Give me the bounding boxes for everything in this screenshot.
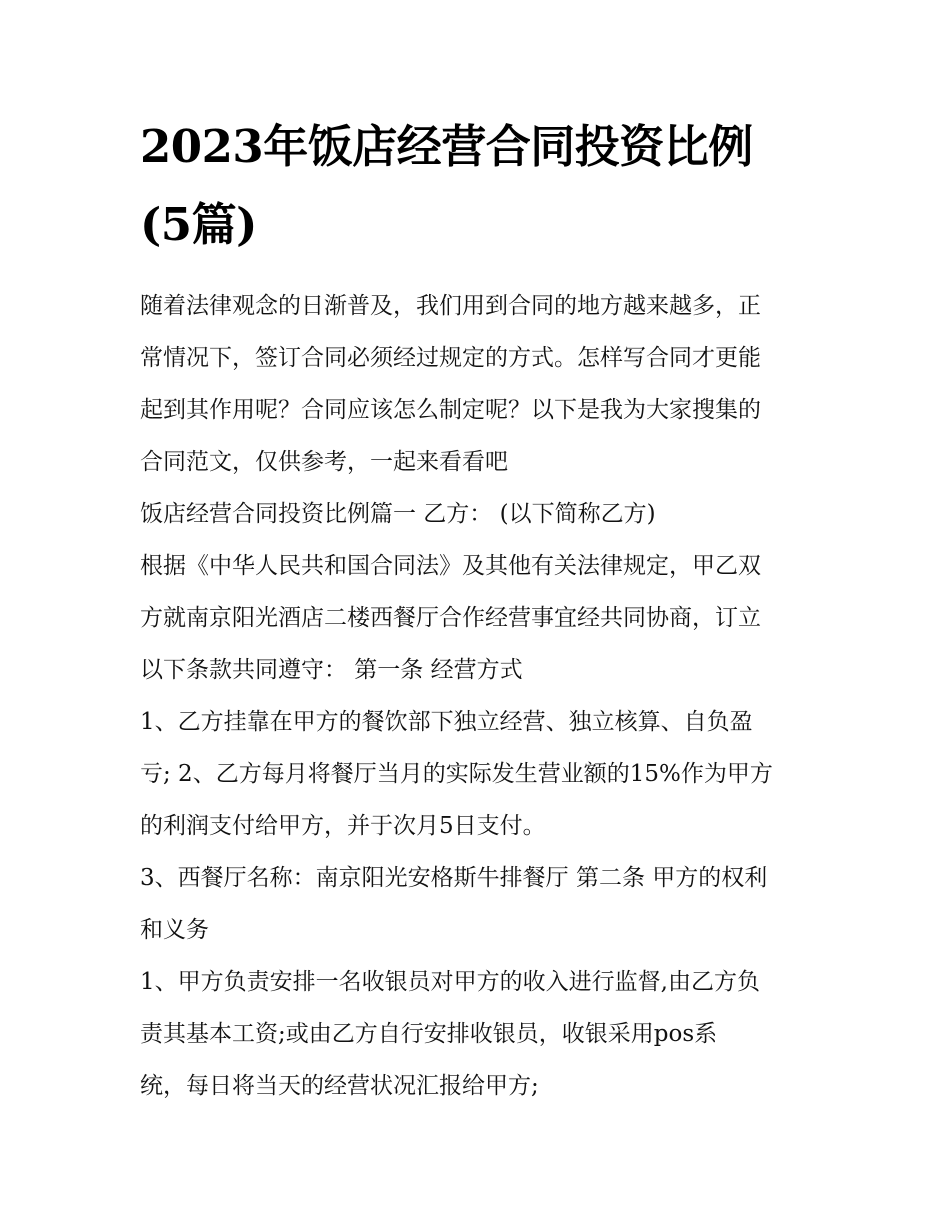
- document-content: [140, 108, 815, 1112]
- clause-paragraph: 1、甲方负责安排一名收银员对甲方的收入进行监督,由乙方负 责其基本工资;或由乙方自行安排收银员，收银采用pos系 统，每日将当天的经营状况汇报给甲方;: [140, 969, 760, 1099]
- intro-paragraph: 随着法律观念的日渐普及，我们用到合同的地方越来越多，正 常情况下，签订合同必须经过规定的方式。怎样写合同才更能 起到其作用呢？合同应该怎么制定呢？以下是我为大家搜集的 合同范文，仅供参考，一起来看看吧: [140, 293, 761, 475]
- clause-paragraph: 3、西餐厅名称：南京阳光安格斯牛排餐厅 第二条 甲方的权利 和义务: [140, 865, 768, 943]
- legal-basis-paragraph: 根据《中华人民共和国合同法》及其他有关法律规定，甲乙双 方就南京阳光酒店二楼西餐厅合作经营事宜经共同协商，订立 以下条款共同遵守： 第一条 经营方式: [140, 553, 761, 683]
- document-title: [140, 108, 815, 264]
- document-body: [140, 280, 815, 1112]
- section-heading-paragraph: 饭店经营合同投资比例篇一 乙方： (以下简称乙方): [140, 501, 656, 527]
- clause-paragraph: 1、乙方挂靠在甲方的餐饮部下独立经营、独立核算、自负盈 亏; 2、乙方每月将餐厅当月的实际发生营业额的15%作为甲方 的利润支付给甲方，并于次月5日支付。: [140, 709, 773, 839]
- title-line-1: 2023年饭店经营合同投资比例: [140, 120, 753, 173]
- title-line-2: (5篇): [140, 198, 257, 251]
